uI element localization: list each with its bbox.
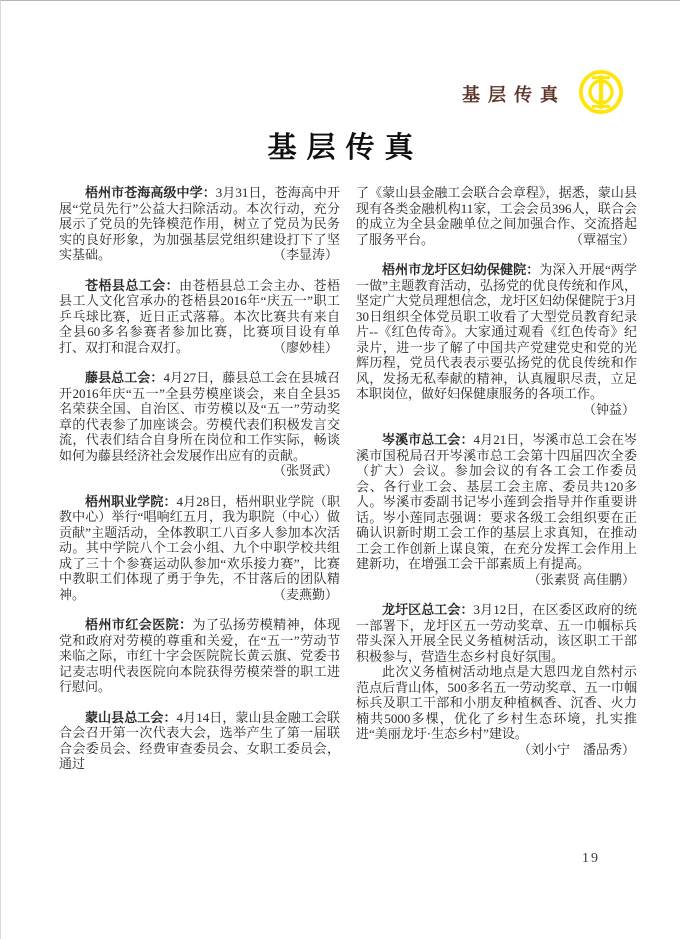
article-heading: 梧州市红会医院： — [85, 617, 193, 632]
article-signature: （钟益） — [582, 401, 635, 417]
article-body: 4月28日，梧州职业学院（职教中心）举行“唱响红五月，我为职院（中心）做贡献”主题活动，全体教职工八百多人参加本次活动。其中学院八个工会小组、九个中职学校共组成了三十个参赛运动队参加“欢乐接力赛”，比赛中教职工们体现了勇于争先，不甘落后的团队精神。 — [59, 493, 340, 602]
article — [356, 432, 637, 587]
article-columns — [59, 185, 637, 787]
right-column — [356, 185, 637, 787]
article-paragraph — [356, 432, 637, 587]
article — [59, 494, 340, 603]
article — [59, 710, 340, 772]
article-signature: （李显涛） — [272, 247, 338, 262]
article-signature: （刘小宁 潘品秀） — [517, 741, 635, 757]
article-body: 4月21日，岑溪市总工会在岑溪市国税局召开岑溪市总工会第十四届四次全委（扩大）会议。参加会议的有各工会工作委员会、各行业工会、基层工会主席、委员共120多人。岑溪市委副书记岑小莲到会指导并作重要讲话。岑小莲同志强调：要求各级工会组织要在正确认识新时期工会工作的基层上求真知，在推动工会工作创新上谋良策，在充分发挥工会作用上建新功，在增强工会干部素质上有提高。 — [356, 432, 637, 571]
article-paragraph — [59, 278, 340, 356]
left-column — [59, 185, 340, 787]
article-heading: 梧州市苍海高级中学： — [85, 185, 216, 200]
article-paragraph — [59, 185, 340, 263]
article-signature: （覃福宝） — [569, 231, 635, 247]
article-heading: 苍梧县总工会： — [85, 277, 180, 293]
article-signature: （张素贤 高佳鹏） — [527, 571, 635, 587]
page-title: 基层传真 — [267, 132, 424, 164]
article-paragraph — [356, 664, 637, 757]
article-body: 为了弘扬劳模精神，体现党和政府对劳模的尊重和关爱，在“五一”劳动节来临之际，市红十字会医院院长黄云旗、党委书记麦志明代表医院向本院获得劳模荣誉的职工进行慰问。 — [59, 617, 340, 694]
article — [356, 602, 637, 757]
article-signature: （廖妙桂） — [272, 339, 338, 355]
article-body: 为深入开展“两学一做”主题教育活动，弘扬党的优良传统和作风，坚定广大党员理想信念，龙圩区妇幼保健院于3月30日组织全体党员职工收看了大型党员教育纪录片--《红色传奇》。大家通过观看《红色传奇》纪录片，进一步了解了中国共产党建党史和党的光辉历程，党员代表表示要弘扬党的优良传统和作风，发扬无私奉献的精神，认真履职尽责，立足本职岗位，做好妇保健康服务的各项工作。 — [356, 262, 637, 401]
article-heading: 梧州职业学院： — [85, 493, 177, 509]
article-body: 4月14日，蒙山县金融工会联合会召开第一次代表大会，选举产生了第一届联合会委员会、经费审查委员会、女职工委员会，通过 — [59, 709, 340, 771]
article-signature: （麦燕勤） — [272, 586, 338, 602]
article-paragraph — [356, 602, 637, 664]
article — [59, 278, 340, 356]
article-paragraph — [59, 370, 340, 479]
article-heading: 龙圩区总工会： — [382, 602, 474, 617]
article — [59, 370, 340, 479]
article-paragraph — [59, 710, 340, 772]
page-number: 19 — [582, 851, 600, 866]
article — [59, 617, 340, 695]
article-continuation — [356, 185, 637, 247]
article-body: 由苍梧县总工会主办、苍梧县工人文化宫承办的苍梧县2016年“庆五一”职工乒乓球比赛，近日正式落幕。本次比赛共有来自全县60多名参赛者参加比赛，比赛项目设有单打、双打和混合双打。 — [59, 277, 340, 355]
article-heading: 蒙山县总工会： — [85, 709, 177, 725]
article-body: 3月31日，苍海高中开展“党员先行”公益大扫除活动。本次行动，充分展示了党员的先锋模范作用，树立了党员为民务实的良好形象，为加强基层党组织建设打下了坚实基础。 — [59, 185, 340, 262]
article-signature: （张贤武） — [272, 463, 338, 478]
article — [356, 262, 637, 417]
header-section-label: 基层传真 — [462, 85, 566, 105]
article-paragraph — [356, 185, 637, 247]
article-body: 此次义务植树活动地点是大恩四龙自然村示范点后背山体，500多名五一劳动奖章、五一巾帼标兵及职工干部和小朋友种植枫香、沉香、火力楠共5000多棵，优化了乡村生态环境，扎实推进“美丽龙圩·生态乡村”建设。 — [356, 664, 637, 741]
article-body: 3月12日，在区委区政府的统一部署下，龙圩区五一劳动奖章、五一巾帼标兵带头深入开展全民义务植树活动，该区职工干部积极参与，营造生态乡村良好氛围。 — [356, 602, 637, 664]
article-body: 4月27日，藤县总工会在县城召开2016年庆“五一”全县劳模座谈会，来自全县35名荣获全国、自治区、市劳模以及“五一”劳动奖章的代表参了加座谈会。劳模代表们积极发言交流，代表们结合自身所在岗位和工作实际，畅谈如何为藤县经济社会发展作出应有的贡献。 — [59, 370, 340, 463]
page-header — [462, 69, 624, 115]
union-emblem-icon — [578, 69, 624, 115]
article-heading: 岑溪市总工会： — [382, 432, 474, 447]
article — [59, 185, 340, 263]
article-paragraph — [356, 262, 637, 417]
article-heading: 藤县总工会： — [85, 370, 164, 385]
article-paragraph — [59, 617, 340, 695]
article-paragraph — [59, 494, 340, 603]
article-body: 了《蒙山县金融工会联合会章程》，据悉，蒙山县现有各类金融机构11家，工会会员396人，联合会的成立为全县金融单位之间加强合作、交流搭起了服务平台。 — [356, 185, 637, 247]
article-heading: 梧州市龙圩区妇幼保健院： — [382, 262, 540, 277]
